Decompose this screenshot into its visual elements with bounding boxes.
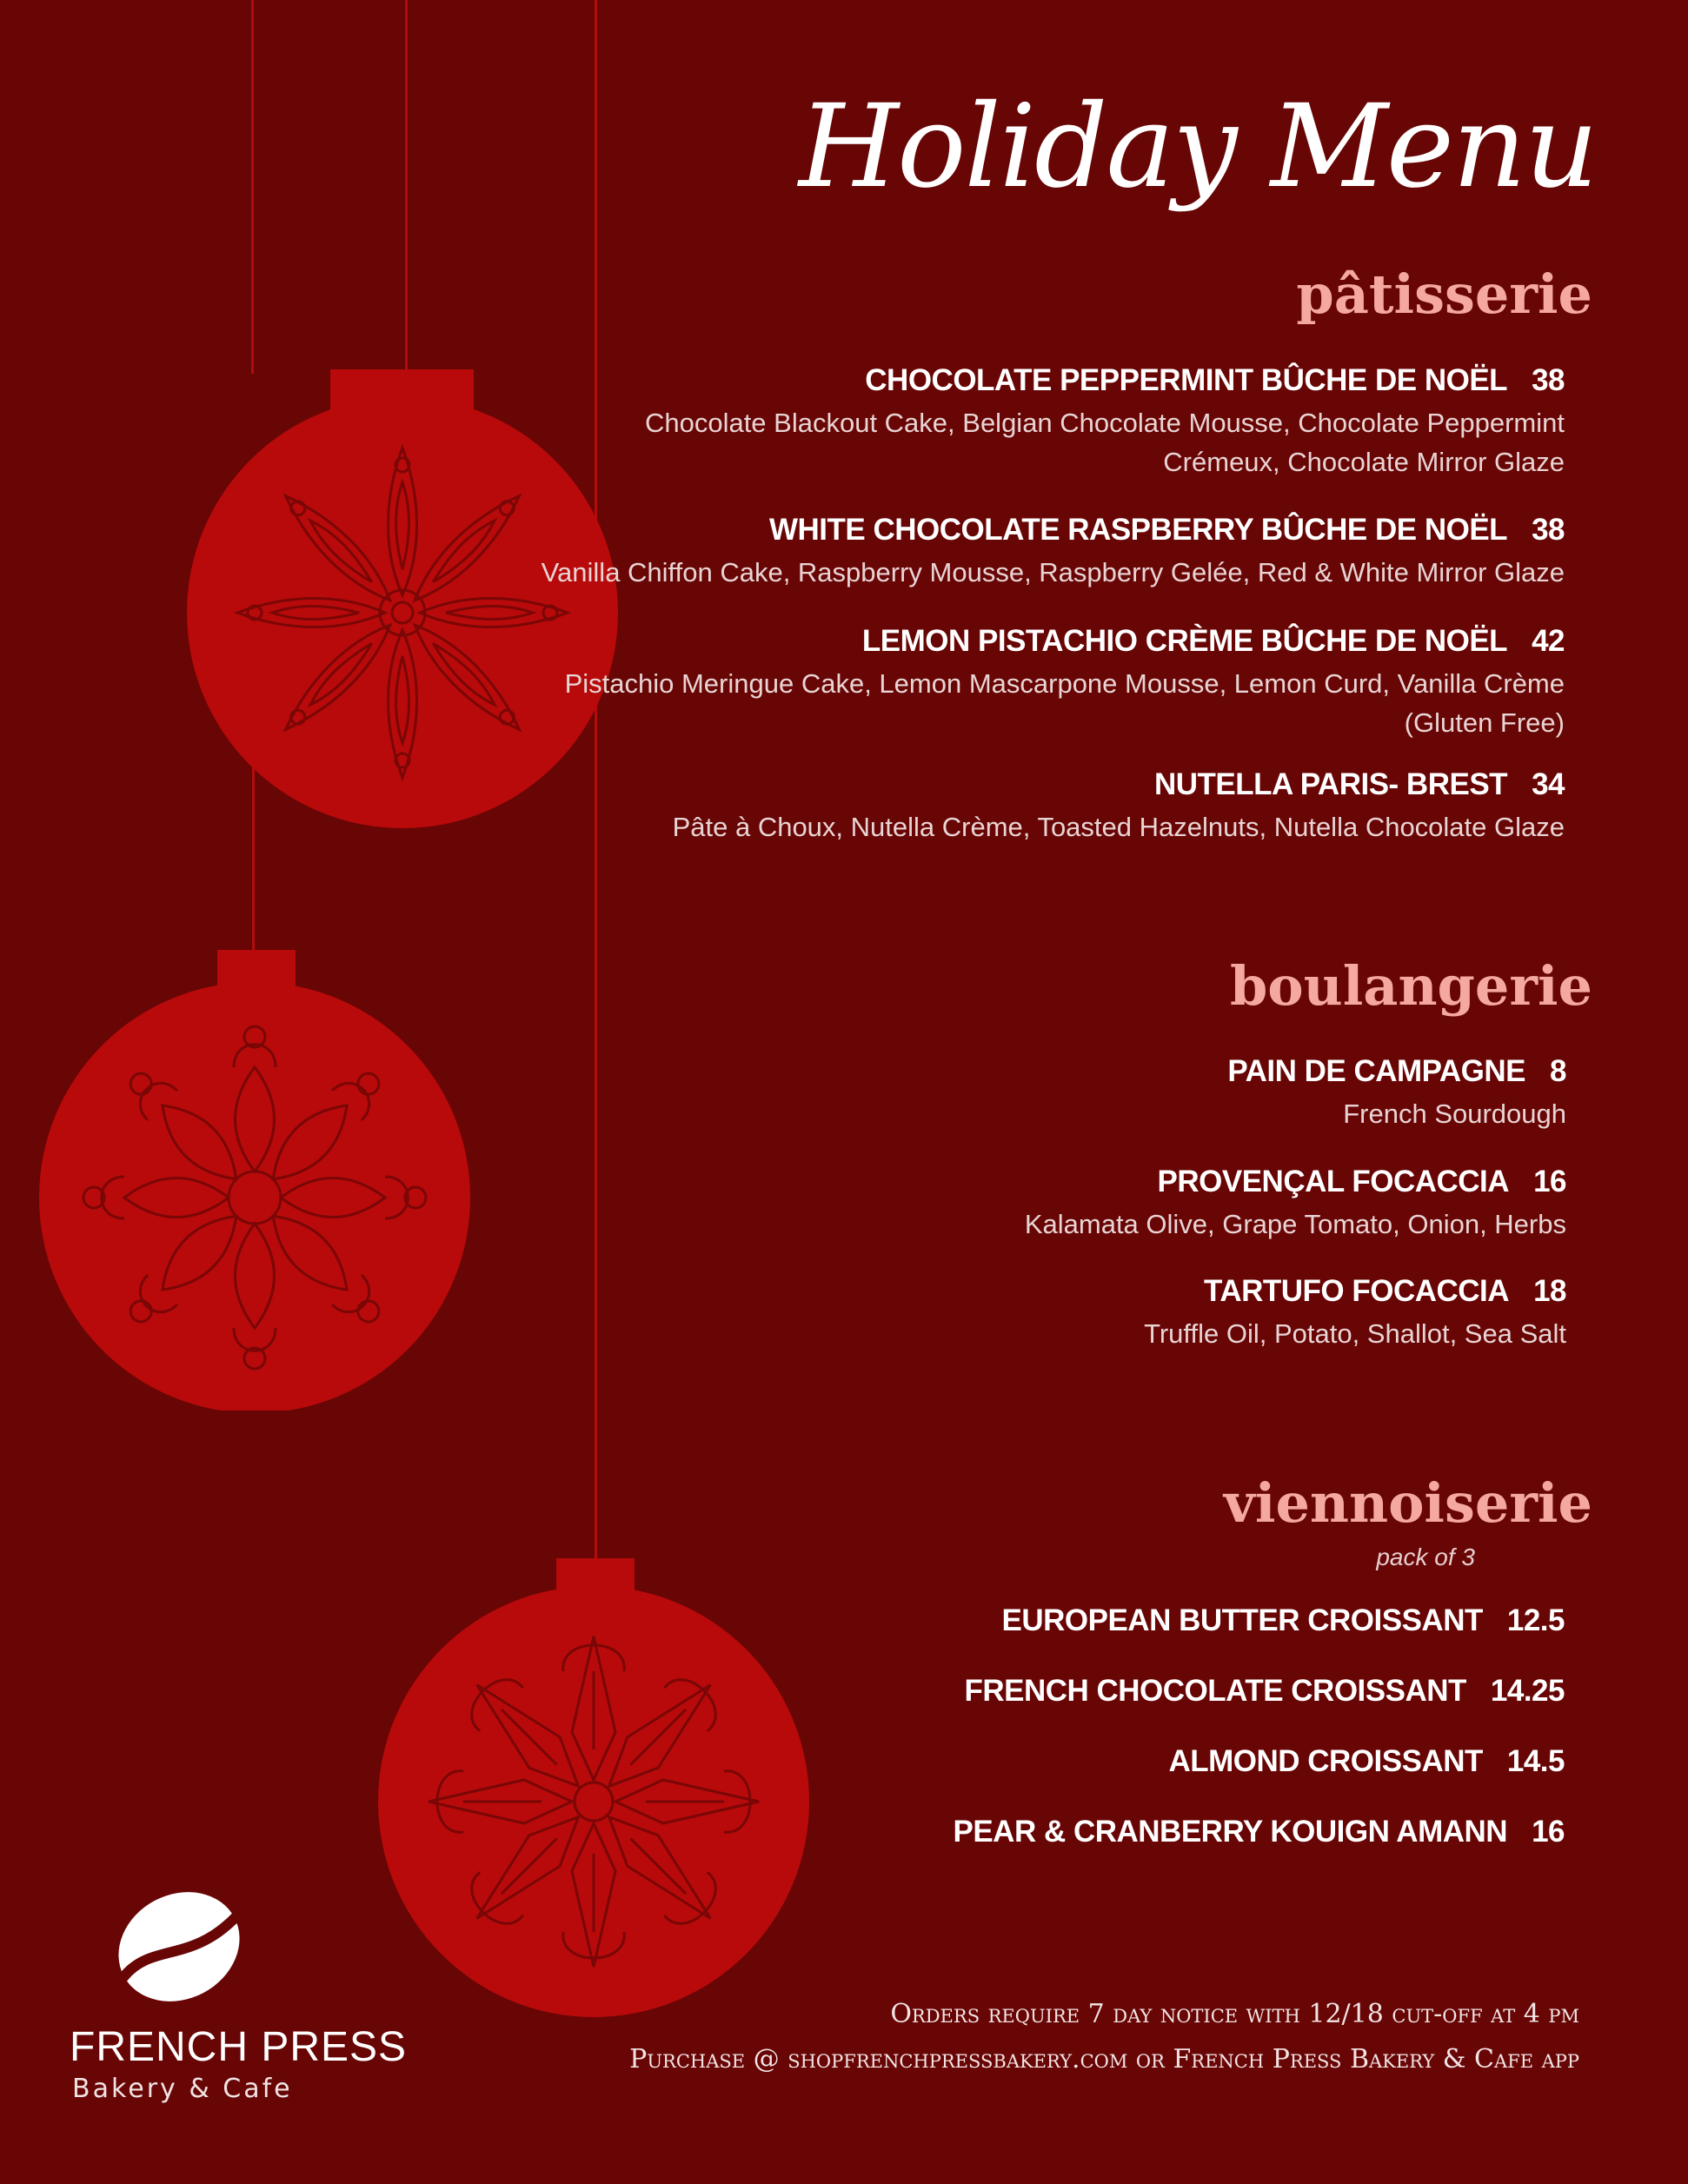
item-name: FRENCH CHOCOLATE CROISSANT [964,1674,1466,1708]
coffee-bean-icon [108,1890,251,2003]
footer-notice: Orders require 7 day notice with 12/18 cut-off at 4 pm [890,1999,1579,2029]
menu-item [645,363,1565,481]
item-name: TARTUFO FOCACCIA [1204,1274,1510,1308]
footer-purchase: Purchase @ shopfrenchpressbakery.com or French Press Bakery & Cafe app [629,2044,1579,2074]
item-name: WHITE CHOCOLATE RASPBERRY BÛCHE DE NOËL [769,513,1508,547]
menu-item [1002,1603,1565,1638]
item-name: EUROPEAN BUTTER CROISSANT [1001,1603,1483,1637]
item-price: 14.5 [1506,1744,1565,1778]
section-heading-viennoiserie: viennoiserie [1223,1471,1592,1535]
item-price: 42 [1532,624,1565,658]
ornament-ball-icon [39,950,474,1411]
item-name: ALMOND CROISSANT [1168,1744,1483,1778]
menu-item [964,1674,1565,1709]
item-description: Kalamata Olive, Grape Tomato, Onion, Herbs [1024,1209,1566,1239]
item-description: Pistachio Meringue Cake, Lemon Mascarpone Mousse, Lemon Curd, Vanilla Crème [564,668,1565,699]
item-price: 8 [1550,1054,1566,1088]
item-price: 12.5 [1506,1603,1565,1637]
item-description: French Sourdough [1343,1099,1566,1129]
menu-item [1168,1744,1565,1779]
section-note: pack of 3 [1376,1543,1475,1570]
item-price: 14.25 [1490,1674,1565,1708]
item-name: CHOCOLATE PEPPERMINT BÛCHE DE NOËL [865,363,1508,397]
item-price: 16 [1533,1165,1566,1198]
menu-item [673,767,1565,846]
ornament-string [251,0,254,374]
item-description: (Gluten Free) [1404,707,1565,738]
item-name: PAIN DE CAMPAGNE [1227,1054,1526,1088]
item-description: Vanilla Chiffon Cake, Raspberry Mousse, Raspberry Gelée, Red & White Mirror Glaze [541,557,1565,587]
menu-item [1025,1165,1566,1244]
item-price: 34 [1532,767,1565,801]
logo-tagline: Bakery & Cafe [72,2074,293,2104]
menu-item [1144,1274,1566,1353]
ornament-ball-icon [378,1558,813,2019]
item-description: Pâte à Choux, Nutella Crème, Toasted Hazelnuts, Nutella Chocolate Glaze [672,812,1565,842]
page-title: Holiday Menu [798,80,1597,214]
item-description: Chocolate Blackout Cake, Belgian Chocolate Mousse, Chocolate Peppermint [644,408,1565,438]
menu-item [565,624,1565,742]
item-name: PEAR & CRANBERRY KOUIGN AMANN [953,1815,1508,1849]
menu-item [542,513,1565,592]
item-name: PROVENÇAL FOCACCIA [1157,1165,1510,1198]
item-price: 38 [1532,513,1565,547]
item-price: 16 [1532,1815,1565,1849]
item-price: 18 [1533,1274,1566,1308]
menu-item [953,1815,1565,1849]
section-heading-boulangerie: boulangerie [1229,954,1592,1018]
item-name: LEMON PISTACHIO CRÈME BÛCHE DE NOËL [861,624,1508,658]
menu-item [1227,1054,1566,1133]
section-heading-patisserie: pâtisserie [1296,262,1592,326]
ornament-ball-icon [187,369,621,830]
logo-name: FRENCH PRESS [70,2024,408,2070]
ornament-string [405,0,408,374]
item-description: Truffle Oil, Potato, Shallot, Sea Salt [1144,1318,1566,1349]
item-name: NUTELLA PARIS- BREST [1153,767,1508,801]
item-description: Crémeux, Chocolate Mirror Glaze [1163,447,1565,477]
item-price: 38 [1532,363,1565,397]
